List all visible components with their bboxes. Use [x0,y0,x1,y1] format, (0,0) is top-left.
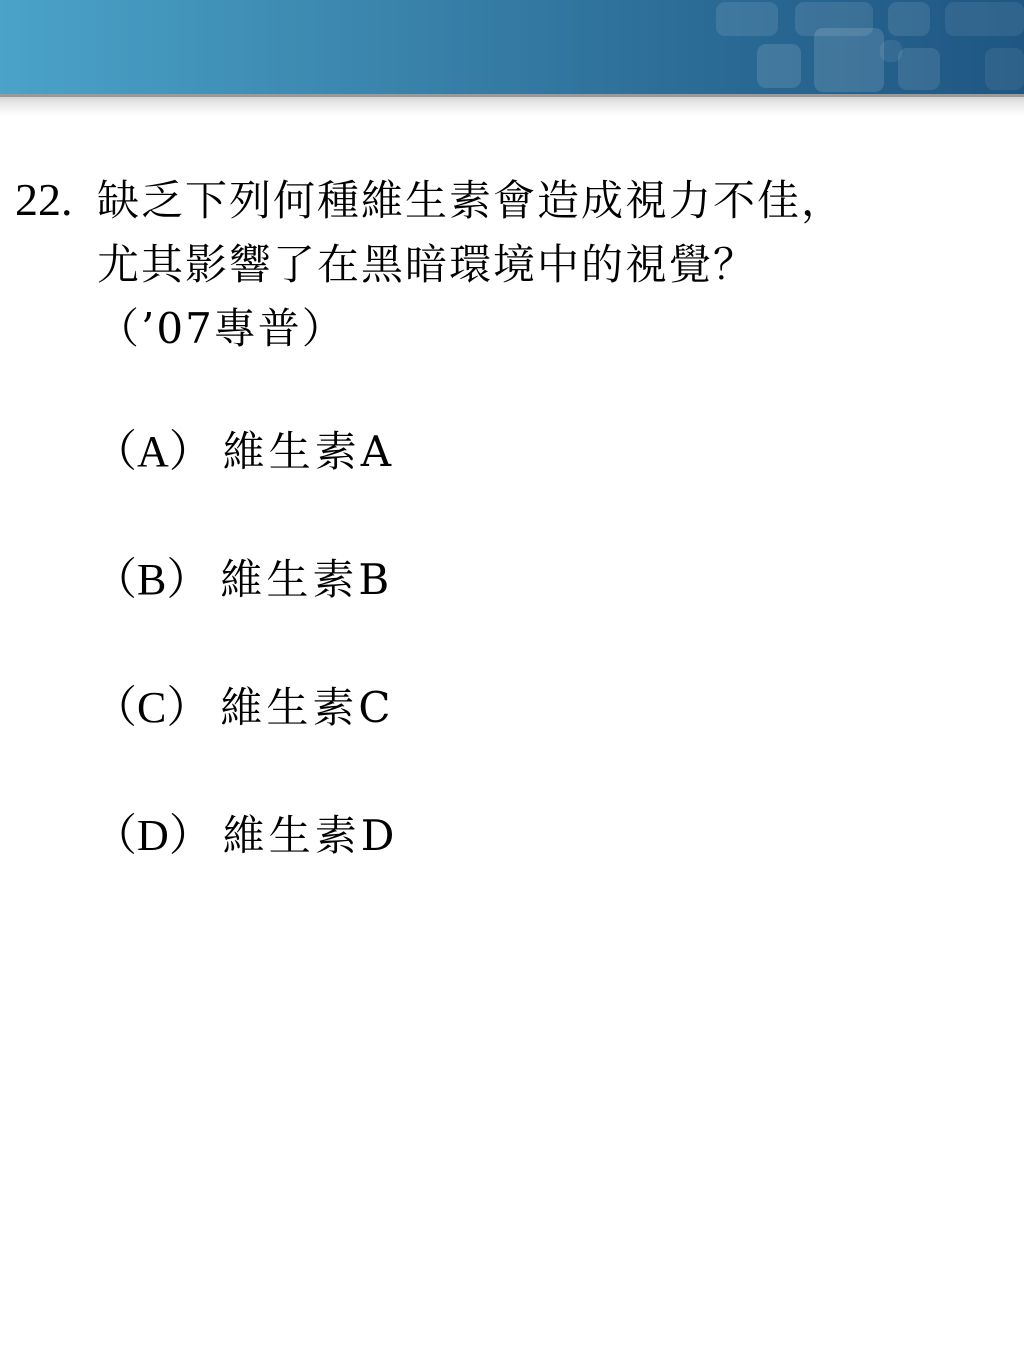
option-b [93,548,393,612]
question-text-line-1: 缺乏下列何種維生素會造成視力不佳， [97,176,846,225]
question-source-text: （’07專普） [97,304,346,353]
header-divider-shadow [0,94,1024,116]
question-source [15,297,1010,361]
banner-tile-decoration [888,2,930,36]
option-c-text: 維生素C [220,683,395,732]
banner-tile-decoration [716,2,778,36]
question-text-line-2: 尤其影響了在黑暗環境中的視覺？ [97,240,758,289]
banner-tile-decoration [945,2,1024,36]
option-a [93,420,395,484]
header-banner [0,0,1024,94]
banner-tile-decoration [757,44,801,88]
option-c [93,676,395,740]
option-b-text: 維生素B [220,555,394,604]
option-a-text: 維生素A [222,427,396,476]
option-c-letter: （C） [93,683,211,732]
banner-tile-decoration [814,28,884,92]
banner-tile-decoration [898,48,940,90]
option-d-text: 維生素D [222,811,399,860]
question-line-2 [15,233,1010,297]
option-b-letter: （B） [93,555,211,604]
question-number: 22. [15,174,73,225]
option-d-letter: （D） [93,811,213,860]
option-d [93,804,398,868]
question-block [15,168,1010,361]
option-a-letter: （A） [93,427,213,476]
header-divider-line [0,94,1024,97]
question-line-1 [15,168,1010,233]
banner-tile-decoration [880,40,902,62]
banner-tile-decoration [985,48,1024,90]
